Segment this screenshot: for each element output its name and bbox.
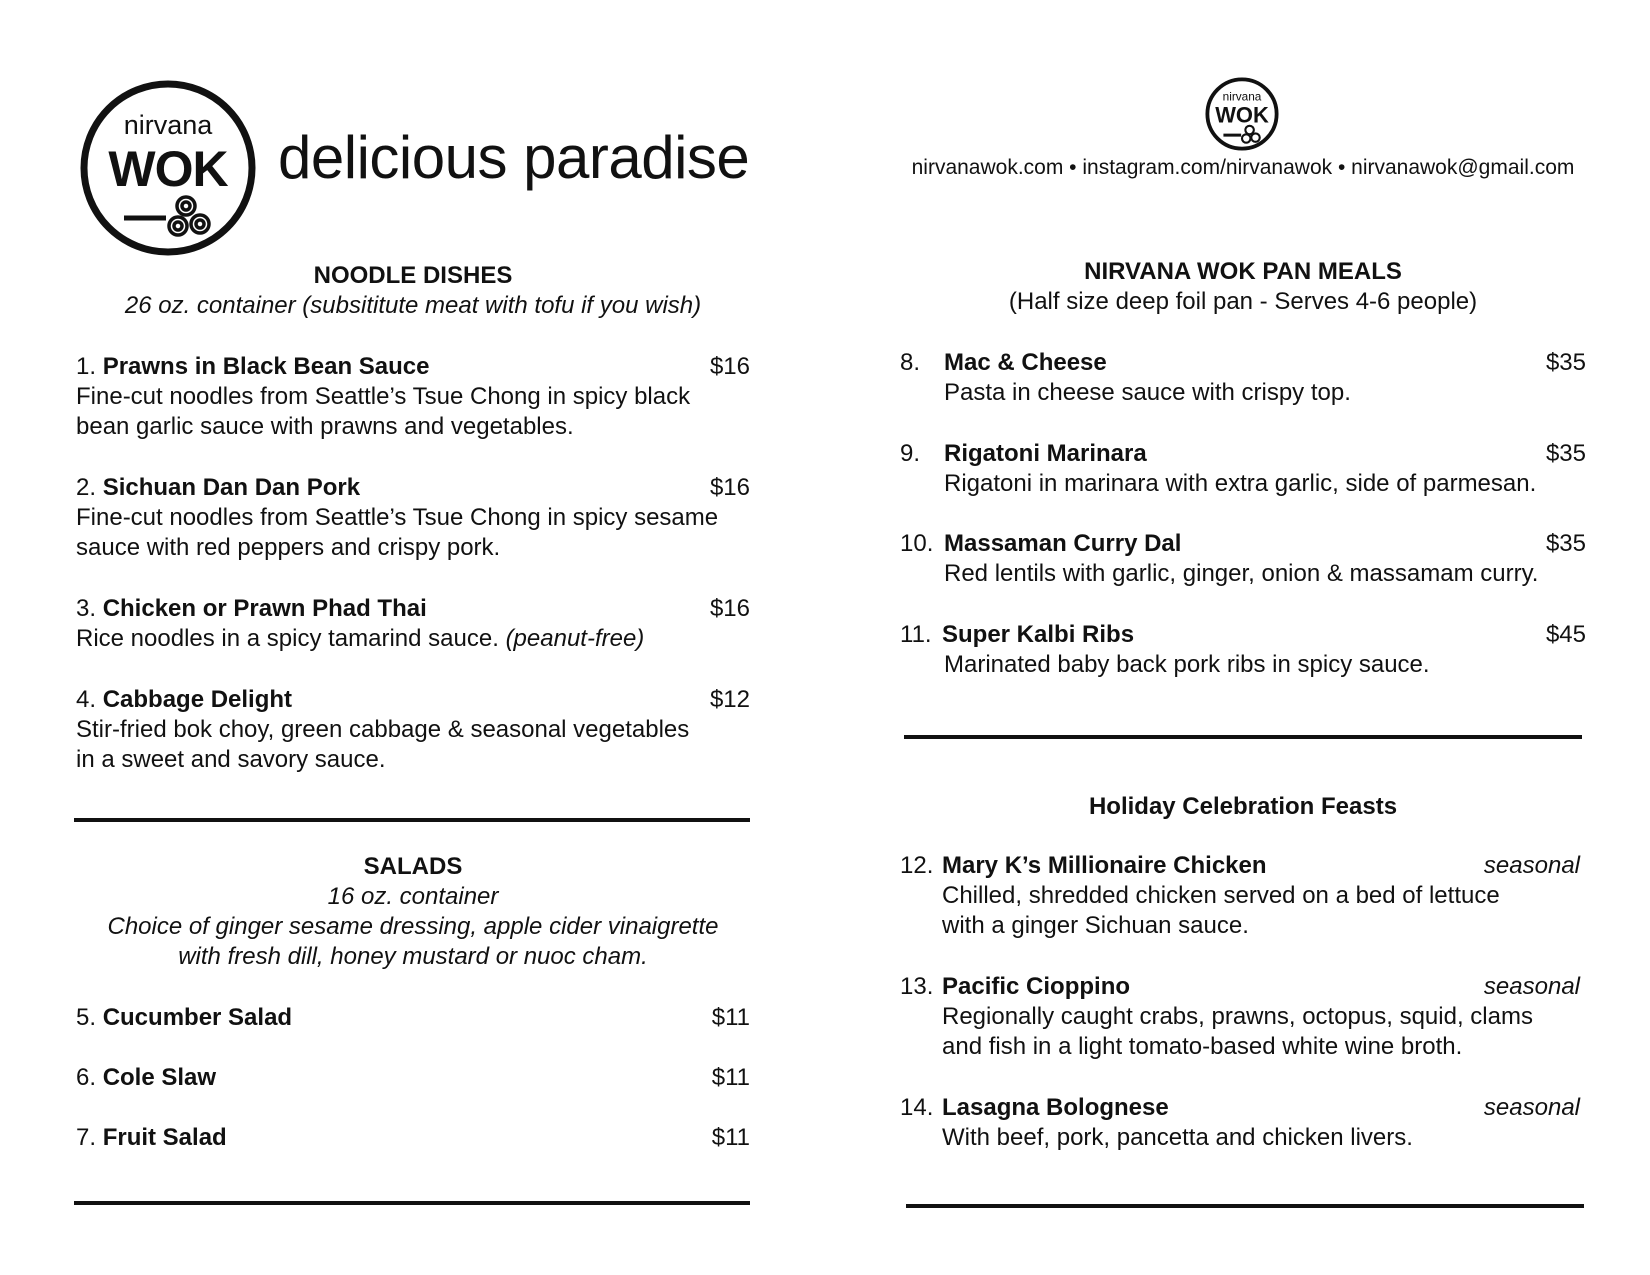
- menu-item: [76, 594, 750, 654]
- tagline: delicious paradise: [278, 124, 750, 191]
- section-divider: [74, 1201, 750, 1205]
- item-number: 3.: [76, 595, 97, 622]
- item-description: Pasta in cheese sauce with crispy top.: [944, 379, 1351, 406]
- item-number: 8.: [900, 349, 921, 376]
- item-number: 11.: [900, 621, 932, 648]
- item-description: sauce with red peppers and crispy pork.: [76, 534, 501, 561]
- holiday-section-title: Holiday Celebration Feasts: [1088, 793, 1398, 820]
- item-name: Super Kalbi Ribs: [942, 621, 1135, 648]
- salads-section-title: SALADS: [363, 853, 463, 880]
- dressing-note: Choice of ginger sesame dressing, apple cider vinaigrette: [107, 913, 719, 940]
- item-description: Rice noodles in a spicy tamarind sauce. (peanut-free): [76, 625, 645, 652]
- noodle-section-title: NOODLE DISHES: [313, 262, 513, 289]
- item-number: 9.: [900, 440, 921, 467]
- item-description: With beef, pork, pancetta and chicken livers.: [942, 1124, 1413, 1151]
- item-price: seasonal: [1483, 1094, 1580, 1121]
- item-description: and fish in a light tomato-based white wine broth.: [942, 1033, 1463, 1060]
- item-price: $12: [709, 686, 750, 713]
- menu-item: [76, 352, 750, 442]
- menu-item: [900, 972, 1586, 1062]
- section-divider: [74, 818, 750, 822]
- noodle-section-header: [76, 261, 750, 321]
- item-price: $35: [1545, 530, 1586, 557]
- menu-item: [900, 348, 1586, 408]
- svg-text:WOK: WOK: [108, 141, 228, 197]
- item-number: 13.: [900, 973, 934, 1000]
- item-name: Fruit Salad: [102, 1124, 227, 1151]
- contact-line: nirvanawok.com • instagram.com/nirvanawok • nirvanawok@gmail.com: [911, 156, 1575, 179]
- item-description: in a sweet and savory sauce.: [76, 746, 386, 773]
- svg-text:nirvana: nirvana: [1222, 89, 1262, 104]
- section-divider: [904, 735, 1582, 739]
- section-divider: [906, 1204, 1584, 1208]
- salads-section-subtitle: 16 oz. container: [327, 883, 499, 910]
- item-number: 5.: [76, 1004, 97, 1031]
- menu-item: [900, 1093, 1586, 1153]
- item-price: $16: [709, 595, 750, 622]
- pan-meals-section-subtitle: (Half size deep foil pan - Serves 4-6 people): [1008, 288, 1478, 315]
- item-description: Red lentils with garlic, ginger, onion & massamam curry.: [944, 560, 1539, 587]
- menu-item: [900, 620, 1586, 680]
- item-number: 6.: [76, 1064, 97, 1091]
- item-price: $35: [1545, 440, 1586, 467]
- item-description: Regionally caught crabs, prawns, octopus, squid, clams: [942, 1003, 1533, 1030]
- nirvana-wok-small-logo: [1204, 76, 1280, 152]
- item-description: Rigatoni in marinara with extra garlic, side of parmesan.: [944, 470, 1537, 497]
- peanut-free-note: (peanut-free): [505, 625, 645, 652]
- item-number: 7.: [76, 1124, 97, 1151]
- item-number: 12.: [900, 852, 934, 879]
- item-number: 14.: [900, 1094, 934, 1121]
- pan-meals-section-title: NIRVANA WOK PAN MEALS: [1084, 258, 1402, 285]
- menu-item: [900, 851, 1586, 941]
- svg-text:nirvana: nirvana: [123, 110, 213, 140]
- item-name: Pacific Cioppino: [942, 973, 1131, 1000]
- item-number: 10.: [900, 530, 934, 557]
- menu-item: [900, 529, 1586, 589]
- holiday-section-header: [900, 792, 1586, 822]
- item-description: Chilled, shredded chicken served on a bed of lettuce: [942, 882, 1500, 909]
- menu-item: [76, 1123, 750, 1153]
- item-description: bean garlic sauce with prawns and vegetables.: [76, 413, 574, 440]
- salads-section-header: [76, 852, 750, 972]
- item-name: Lasagna Bolognese: [942, 1094, 1169, 1121]
- item-name: Chicken or Prawn Phad Thai: [102, 595, 427, 622]
- item-price: $11: [711, 1004, 750, 1031]
- item-name: Sichuan Dan Dan Pork: [102, 474, 361, 501]
- item-name: Cabbage Delight: [102, 686, 293, 713]
- menu-item: [76, 473, 750, 563]
- item-number: 4.: [76, 686, 97, 713]
- item-number: 2.: [76, 474, 97, 501]
- item-name: Cucumber Salad: [102, 1004, 293, 1031]
- nirvana-wok-logo: [78, 78, 258, 258]
- item-price: $16: [709, 353, 750, 380]
- item-description: Fine-cut noodles from Seattle’s Tsue Chong in spicy black: [76, 383, 691, 410]
- item-name: Cole Slaw: [102, 1064, 217, 1091]
- item-number: 1.: [76, 353, 97, 380]
- item-price: seasonal: [1483, 973, 1580, 1000]
- menu-item: [900, 439, 1586, 499]
- item-name: Prawns in Black Bean Sauce: [102, 353, 430, 380]
- menu-item: [76, 1063, 750, 1093]
- item-name: Mac & Cheese: [944, 349, 1107, 376]
- dressing-note: with fresh dill, honey mustard or nuoc cham.: [178, 943, 648, 970]
- svg-text:WOK: WOK: [1215, 102, 1269, 128]
- item-name: Rigatoni Marinara: [944, 440, 1147, 467]
- item-description: with a ginger Sichuan sauce.: [942, 912, 1249, 939]
- item-name: Mary K’s Millionaire Chicken: [942, 852, 1267, 879]
- item-description: Fine-cut noodles from Seattle’s Tsue Chong in spicy sesame: [76, 504, 719, 531]
- item-description: Stir-fried bok choy, green cabbage & seasonal vegetables: [76, 716, 690, 743]
- item-price: $35: [1545, 349, 1586, 376]
- item-name: Massaman Curry Dal: [944, 530, 1182, 557]
- item-price: $11: [711, 1064, 750, 1091]
- menu-item: [76, 685, 750, 775]
- item-price: seasonal: [1483, 852, 1580, 879]
- menu-item: [76, 1003, 750, 1033]
- item-description: Marinated baby back pork ribs in spicy sauce.: [944, 651, 1430, 678]
- item-price: $45: [1545, 621, 1586, 648]
- item-price: $11: [711, 1124, 750, 1151]
- pan-meals-section-header: [900, 257, 1586, 317]
- item-price: $16: [709, 474, 750, 501]
- noodle-section-subtitle: 26 oz. container (subsititute meat with tofu if you wish): [124, 292, 702, 319]
